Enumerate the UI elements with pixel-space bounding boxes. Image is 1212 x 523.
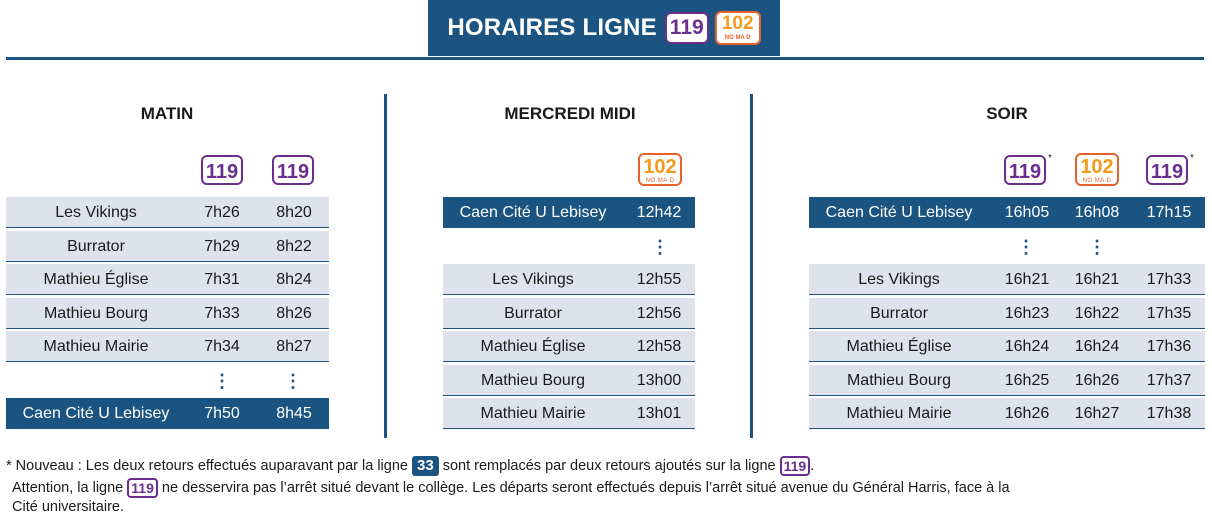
footnote-line-1	[6, 456, 814, 476]
asterisk: *	[1048, 153, 1052, 164]
nomad-label: NO MA D	[724, 35, 751, 41]
time: 13h01	[636, 405, 682, 423]
stop-name: Les Vikings	[55, 204, 137, 221]
footnote-text: Attention, la ligne	[12, 479, 124, 496]
line-102-number: 102	[721, 13, 754, 34]
line-102-badge	[715, 11, 761, 45]
time: 16h25	[1004, 371, 1050, 389]
stop-name: Mathieu Église	[846, 338, 952, 356]
stop-name: Les Vikings	[858, 271, 940, 288]
time: 8h27	[276, 338, 312, 356]
table-row	[443, 298, 695, 329]
stop-name: Mathieu Bourg	[43, 304, 149, 322]
table-row	[809, 298, 1205, 329]
footnote-text: ne desservira pas l’arrêt situé devant le collège. Les départs seront effectués depuis l’arrêt situé avenue du Général Harris, face à la	[161, 479, 1010, 496]
time: 8h45	[276, 405, 312, 422]
time: 16h24	[1004, 338, 1050, 356]
line-102-number: 102	[643, 156, 677, 178]
midi-origin-row	[443, 197, 695, 228]
time: 17h36	[1146, 338, 1192, 356]
line-102-number: 102	[1080, 156, 1114, 178]
time: 12h56	[636, 304, 682, 322]
time: 7h34	[204, 338, 240, 356]
footnote-text: sont remplacés par deux retours ajoutés sur la ligne	[442, 457, 776, 474]
nomad-label: NO MA D	[645, 178, 675, 184]
table-row	[443, 398, 695, 429]
table-row	[809, 331, 1205, 362]
soir-line-badge-2	[1075, 153, 1119, 186]
stop-name: Caen Cité U Lebisey	[22, 405, 170, 422]
time: 7h29	[204, 237, 240, 255]
time: 16h05	[1004, 204, 1050, 221]
line-33-badge: 33	[412, 456, 439, 476]
stop-name: Les Vikings	[492, 271, 574, 288]
line-119-badge: 119	[780, 456, 811, 476]
table-row	[6, 264, 329, 295]
line-119-badge: 119	[127, 478, 158, 498]
time: 16h24	[1074, 338, 1120, 356]
table-row	[443, 365, 695, 396]
time: 17h38	[1146, 405, 1192, 423]
soir-origin-row	[809, 197, 1205, 228]
footnote-text: .	[810, 457, 815, 474]
stop-name: Burrator	[870, 304, 928, 322]
table-row	[443, 264, 695, 295]
stop-name: Mathieu Bourg	[480, 371, 586, 389]
footnote-line-2	[12, 478, 1010, 498]
time: 16h22	[1074, 304, 1120, 322]
time: 7h26	[204, 204, 240, 221]
table-row	[6, 331, 329, 362]
divider-1	[384, 94, 387, 438]
table-row	[809, 264, 1205, 295]
asterisk: *	[1190, 153, 1194, 164]
header-title: HORAIRES LIGNE	[447, 14, 657, 41]
time: 8h22	[276, 237, 312, 255]
section-title-midi: MERCREDI MIDI	[504, 104, 636, 123]
time: 16h21	[1074, 271, 1120, 288]
table-row	[809, 365, 1205, 396]
section-title-soir: SOIR	[986, 104, 1028, 123]
time: 16h23	[1004, 304, 1050, 322]
time: 16h08	[1074, 204, 1120, 221]
table-row	[6, 197, 329, 228]
time: 7h33	[204, 304, 240, 322]
soir-line-badge-1: 119	[1004, 155, 1046, 185]
continuation-dots: ⋮	[1017, 237, 1035, 257]
stop-name: Mathieu Mairie	[846, 405, 952, 423]
time: 7h50	[204, 405, 240, 422]
time: 8h24	[276, 271, 312, 289]
stop-name: Burrator	[504, 304, 562, 322]
stop-name: Mathieu Église	[43, 271, 149, 289]
nomad-label: NO MA D	[1082, 178, 1112, 184]
soir-line-badge-3: 119	[1146, 155, 1188, 185]
table-row	[809, 398, 1205, 429]
footnote-text: * Nouveau : Les deux retours effectués auparavant par la ligne	[6, 457, 408, 474]
stop-name: Mathieu Église	[480, 338, 586, 356]
header-banner	[428, 0, 780, 56]
line-119-badge: 119	[665, 12, 709, 44]
footnote-line-3: Cité universitaire.	[12, 499, 125, 515]
time: 12h55	[636, 271, 682, 288]
time: 12h42	[636, 204, 682, 221]
matin-line-badge-1: 119	[201, 155, 243, 185]
time: 12h58	[636, 338, 682, 356]
time: 8h20	[276, 204, 312, 221]
time: 16h26	[1074, 371, 1120, 389]
time: 8h26	[276, 304, 312, 322]
table-row	[6, 231, 329, 262]
divider-2	[750, 94, 753, 438]
time: 13h00	[636, 371, 682, 389]
stop-name: Mathieu Bourg	[846, 371, 952, 389]
matin-destination-row	[6, 398, 329, 429]
continuation-dots: ⋮	[1088, 237, 1106, 257]
time: 17h35	[1146, 304, 1192, 322]
header-rule	[6, 57, 1204, 60]
stop-name: Caen Cité U Lebisey	[825, 204, 973, 221]
table-row	[6, 298, 329, 329]
table-row	[443, 331, 695, 362]
stop-name: Mathieu Mairie	[43, 338, 149, 356]
time: 16h27	[1074, 405, 1120, 423]
time: 17h33	[1146, 271, 1192, 288]
midi-line-badge	[638, 153, 682, 186]
continuation-dots: ⋮	[213, 371, 231, 391]
time: 7h31	[204, 271, 240, 289]
stop-name: Caen Cité U Lebisey	[459, 204, 607, 221]
continuation-dots: ⋮	[651, 237, 669, 257]
time: 16h21	[1004, 271, 1050, 288]
section-title-matin: MATIN	[140, 104, 194, 123]
time: 17h15	[1146, 204, 1192, 221]
stop-name: Burrator	[67, 237, 125, 255]
stop-name: Mathieu Mairie	[480, 405, 586, 423]
time: 16h26	[1004, 405, 1050, 423]
matin-line-badge-2: 119	[272, 155, 314, 185]
time: 17h37	[1146, 371, 1192, 389]
continuation-dots: ⋮	[284, 371, 302, 391]
